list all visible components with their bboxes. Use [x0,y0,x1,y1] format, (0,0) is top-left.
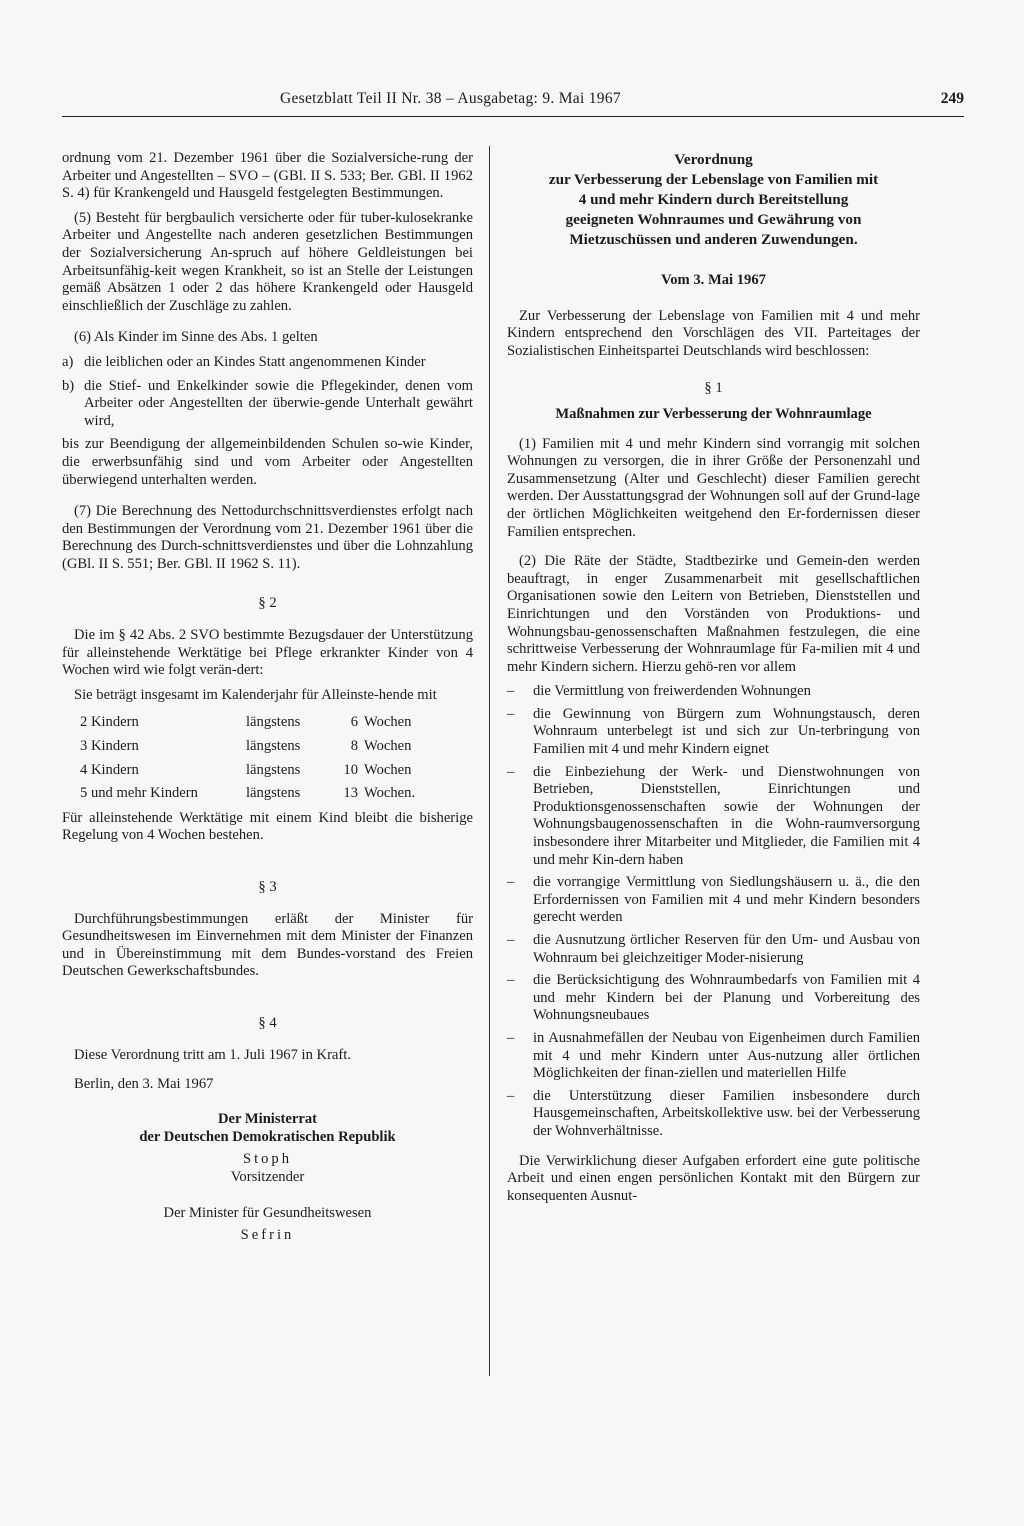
list-item-text: die Gewinnung von Bürgern zum Wohnungstausch, deren Wohnraum unterbelegt ist und sich zur Un-terbringung von Familien mit 4 und mehr Kindern eignet [533,705,920,758]
list-item [507,683,920,701]
signatory-name-1: Stoph [242,1150,293,1167]
section-2-paragraph-1: Die im § 42 Abs. 2 SVO bestimmte Bezugsdauer der Unterstützung für alleinstehende Werktätige bei Pflege erkrankter Kinder von 4 Wochen wird wie folgt verän-dert: [62,627,473,679]
section-3-heading: § 3 [258,879,277,895]
duration-table [80,711,415,805]
preamble: Zur Verbesserung der Lebenslage von Familien mit 4 und mehr Kindern entsprechend den Vorschlägen des VII. Parteitages der Sozialistischen Einheitspartei Deutschlands wird beschlossen: [507,307,920,359]
signatory-name-2: Sefrin [240,1226,295,1243]
gazette-title: Gesetzblatt Teil II Nr. 38 – Ausgabetag: 9. Mai 1967 [280,90,621,107]
signatory-body-line-2: der Deutschen Demokratischen Republik [139,1128,396,1145]
laengstens-cell: längstens [246,714,301,731]
list-item-text: die Vermittlung von freiwerdenden Wohnungen [533,683,811,700]
section-1-subheading: Maßnahmen zur Verbesserung der Wohnraumlage [555,405,872,422]
section-2-paragraph-3: Für alleinstehende Werktätige mit einem Kind bleibt die bisherige Regelung von 4 Wochen bestehen. [62,809,473,844]
list-item-b [62,378,473,431]
list-label-a: a) [62,353,74,370]
paragraph-6-end: bis zur Beendigung der allgemeinbildenden Schulen so-wie Kinder, die erwerbsunfähig sind und vom Arbeiter oder Angestellten überwiegend unterhalten werden. [62,436,473,488]
ordinance-title-line-5: Mietzuschüssen und anderen Zuwendungen. [569,231,858,248]
list-item-text: die Einbeziehung der Werk- und Dienstwohnungen von Betrieben, Dienststellen, Einrichtungen und Produktionsgenossenschaften sowie der Wohnungen der Wohnungsbaugenossenschaften in die Wohn-raumversorgung insbesondere ihrer Mitarbeiter und Mitglieder, die Familien mit 4 und mehr Kin-dern haben [533,763,920,868]
table-row [80,759,415,783]
kinder-cell: 5 und mehr Kindern [80,785,198,802]
dash-marker: – [507,1029,515,1046]
list-item [507,1030,920,1083]
ordinance-title-line-1: Verordnung [674,151,753,168]
table-row [80,782,415,806]
page-header [62,88,964,117]
unit-cell: Wochen [364,738,412,755]
place-date: Berlin, den 3. Mai 1967 [74,1076,214,1093]
section-2-heading: § 2 [258,595,277,612]
section-4-heading: § 4 [258,1014,277,1031]
dash-marker: – [507,705,515,722]
section-3-paragraph-1: Durchführungsbestimmungen erläßt der Minister für Gesundheitswesen im Einvernehmen mit dem Minister der Finanzen und in Übereinstimmung mit dem Bundes-vorstand des Freien Deutschen Gewerkschaftsbundes. [62,910,473,980]
kinder-cell: 2 Kindern [80,714,139,731]
unit-cell: Wochen [364,714,412,731]
list-item-a [62,354,473,372]
wochen-cell: 6 [350,714,358,731]
ordinance-title-line-2: zur Verbesserung der Lebenslage von Familien mit [548,171,879,188]
list-item [507,972,920,1025]
measures-list [507,683,920,1140]
column-divider [489,146,490,1376]
list-text-a: die leiblichen oder an Kindes Statt angenommenen Kinder [84,353,426,370]
dash-marker: – [507,932,515,948]
paragraph-6: (6) Als Kinder im Sinne des Abs. 1 gelten [74,329,318,346]
list-item-text: die Berücksichtigung des Wohnraumbedarfs von Familien mit 4 und mehr Kindern bei der Planung und Vorbereitung des Wohnungsneubaues [533,972,920,1024]
list-item [507,1088,920,1141]
list-item [507,706,920,759]
list-item [507,874,920,927]
table-row [80,735,415,759]
left-column [62,150,473,1244]
intro-paragraph: ordnung vom 21. Dezember 1961 über die Sozialversiche-rung der Arbeiter und Angestellten – SVO – (GBl. II S. 533; Ber. GBl. II 1962 S. 4) für Krankengeld und Hausgeld festgelegten Bestimmungen. [62,150,473,202]
list-item-text: in Ausnahmefällen der Neubau von Eigenheimen durch Familien mit 4 und mehr Kindern unter Aus-nutzung aller örtlichen Möglichkeiten der finan-ziellen und materiellen Hilfe [533,1029,920,1082]
table-row [80,711,415,735]
section-1-heading: § 1 [704,380,723,397]
list-item-text: die Unterstützung dieser Familien insbesondere durch Hausgemeinschaften, Arbeitskollektive usw. bei der Verbesserung der Wohnverhältnisse. [533,1087,920,1139]
laengstens-cell: längstens [246,785,301,802]
page-number: 249 [940,90,964,107]
signature-block-2 [62,1204,473,1244]
ordinance-date: Vom 3. Mai 1967 [661,272,766,288]
ordinance-title-line-3: 4 und mehr Kindern durch Bereitstellung [578,191,849,208]
dash-marker: – [507,972,515,989]
list-item-text: die vorrangige Vermittlung von Siedlungshäusern u. ä., die den Erfordernissen von Familien mit 4 und mehr Kindern besonders gerecht werden [533,874,920,926]
section-4-paragraph-1: Diese Verordnung tritt am 1. Juli 1967 in Kraft. [74,1046,351,1063]
signature-block-1 [62,1110,473,1186]
closing-paragraph: Die Verwirklichung dieser Aufgaben erfordert eine gute politische Arbeit und einen engen persönlichen Kontakt mit den Bürgern zur konsequenten Ausnut- [507,1152,920,1204]
dash-marker: – [507,1087,515,1104]
dash-marker: – [507,874,515,891]
wochen-cell: 8 [350,738,358,755]
signatory-body-line-1: Der Ministerrat [217,1110,317,1127]
dash-marker: – [507,683,515,700]
right-paragraph-1: (1) Familien mit 4 und mehr Kindern sind vorrangig mit solchen Wohnungen zu versorgen, die in ihrer Größe der Personenzahl und Zusammensetzung (Alter und Geschlecht) dieser Familien gerecht werden. Der Ausstattungsgrad der Wohnungen soll auf der Grund-lage der örtlichen Möglichkeiten weitgehend den Er-fordernissen dieser Familien entsprechen. [507,435,920,540]
right-paragraph-2: (2) Die Räte der Städte, Stadtbezirke und Gemein-den werden beauftragt, in enger Zusammenarbeit mit gesellschaftlichen Organisationen sowie den Leitern von Betrieben, Dienststellen und Einrichtungen und den Vorständen von Produktions- und Wohnungsbau-genossenschaften Maßnahmen festzulegen, die eine schrittweise Verbesserung der Wohnraumlage für Fa-milien mit 4 und mehr Kindern sichern. Hierzu gehö-ren vor allem [507,553,920,675]
unit-cell: Wochen. [364,785,416,802]
laengstens-cell: längstens [246,761,301,778]
list-text-b: die Stief- und Enkelkinder sowie die Pflegekinder, denen vom Arbeiter oder Angestellten der überwie-gende Unterhalt gewährt wird, [84,377,473,429]
signatory-role-1: Vorsitzender [230,1168,305,1185]
laengstens-cell: längstens [246,738,301,755]
kinder-cell: 4 Kindern [80,761,139,778]
paragraph-5: (5) Besteht für bergbaulich versicherte oder für tuber-kulosekranke Arbeiter und Angestellte nach anderen gesetzlichen Bestimmungen der Sozialversicherung An-spruch auf höhere Geldleistungen bei Arbeitsunfähig-keit wegen Krankheit, so ist an Stelle der Leistungen gemäß Absätzen 1 oder 2 das höhere Krankengeld oder Hausgeld einschließlich der Zuschläge zu zahlen. [62,209,473,314]
wochen-cell: 13 [343,785,358,802]
section-2-paragraph-2: Sie beträgt insgesamt im Kalenderjahr für Alleinste-hende mit [74,686,437,703]
ordinance-title [507,150,920,250]
right-column [507,150,920,1212]
unit-cell: Wochen [364,761,412,778]
ordinance-title-line-4: geeigneten Wohnraumes und Gewährung von [565,211,862,228]
wochen-cell: 10 [343,761,358,778]
list-item [507,932,920,967]
signatory-role-2: Der Minister für Gesundheitswesen [163,1204,372,1221]
list-item-text: die Ausnutzung örtlicher Reserven für den Um- und Ausbau von Wohnraum bei gleichzeitiger Moder-nisierung [533,932,920,966]
dash-marker: – [507,763,515,780]
paragraph-7: (7) Die Berechnung des Nettodurchschnittsverdienstes erfolgt nach den Bestimmungen der Verordnung vom 21. Dezember 1961 über die Berechnung des Durch-schnittsverdienstes und über die Lohnzahlung (GBl. II S. 551; Ber. GBl. II 1962 S. 11). [62,503,473,572]
list-item [507,764,920,870]
kinder-cell: 3 Kindern [80,738,139,755]
list-label-b: b) [62,377,75,394]
